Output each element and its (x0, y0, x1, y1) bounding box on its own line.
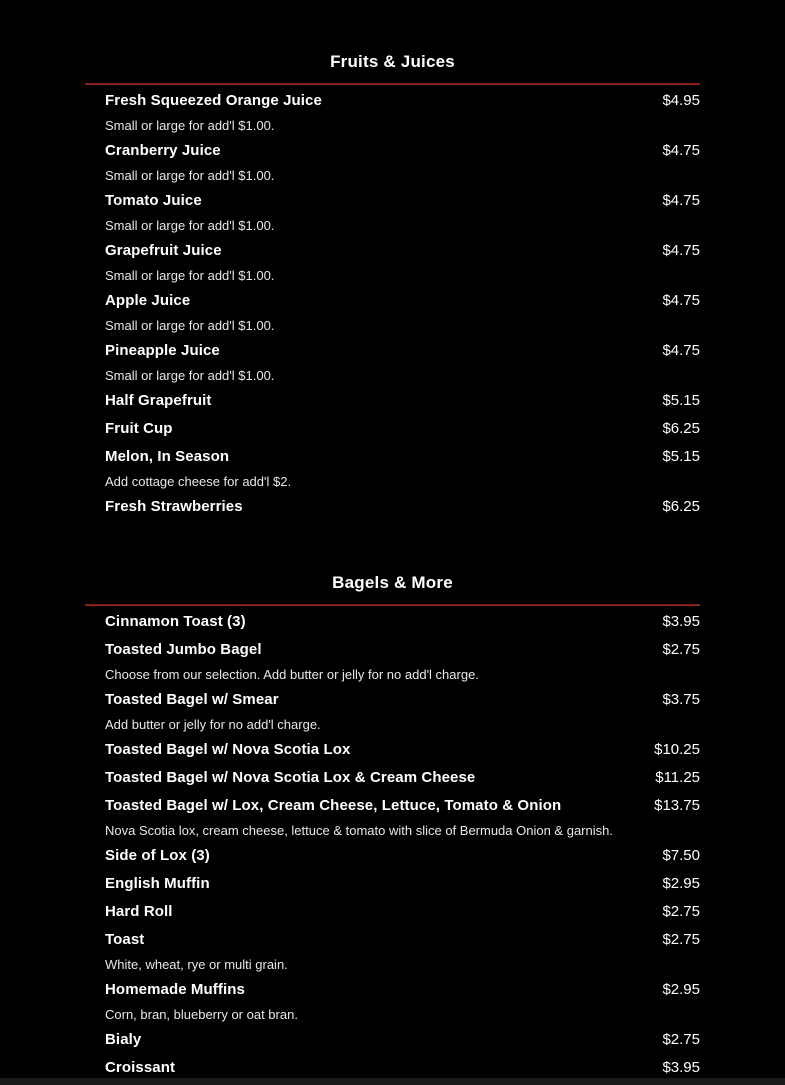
item-price: $4.75 (662, 242, 700, 259)
menu-item-row (85, 686, 700, 714)
item-name: Grapefruit Juice (105, 242, 222, 259)
menu-item (85, 493, 700, 521)
menu-item (85, 736, 700, 764)
item-price: $7.50 (662, 847, 700, 864)
item-name: Toasted Bagel w/ Nova Scotia Lox & Cream Cheese (105, 769, 476, 786)
menu-item (85, 976, 700, 1026)
section-title: Bagels & More (332, 573, 453, 592)
item-description: Add butter or jelly for no add'l charge. (105, 717, 321, 732)
section-items (85, 606, 700, 1082)
section-title: Fruits & Juices (330, 52, 455, 71)
item-name: Homemade Muffins (105, 981, 245, 998)
item-description: Nova Scotia lox, cream cheese, lettuce & tomato with slice of Bermuda Onion & garnish. (105, 823, 613, 838)
item-name: Fresh Strawberries (105, 498, 243, 515)
menu-item (85, 636, 700, 686)
menu-item-row (85, 764, 700, 792)
item-description: Small or large for add'l $1.00. (105, 168, 275, 183)
item-price: $3.95 (662, 1059, 700, 1076)
menu-section (85, 521, 700, 1082)
item-price: $2.75 (662, 1031, 700, 1048)
item-description: Small or large for add'l $1.00. (105, 218, 275, 233)
menu-item (85, 287, 700, 337)
menu-item (85, 337, 700, 387)
item-price: $5.15 (662, 448, 700, 465)
menu-item-row (85, 842, 700, 870)
menu-item-row (85, 493, 700, 521)
menu-item-row (85, 792, 700, 820)
menu (85, 0, 700, 1082)
menu-item (85, 898, 700, 926)
item-price: $2.75 (662, 931, 700, 948)
menu-item-row (85, 337, 700, 365)
menu-item-row (85, 137, 700, 165)
menu-item-row (85, 926, 700, 954)
item-price: $2.95 (662, 981, 700, 998)
menu-item-row (85, 1026, 700, 1054)
item-description: Small or large for add'l $1.00. (105, 118, 275, 133)
menu-item (85, 792, 700, 842)
menu-item (85, 764, 700, 792)
item-price: $2.75 (662, 903, 700, 920)
menu-item (85, 926, 700, 976)
item-name: Fresh Squeezed Orange Juice (105, 92, 322, 109)
menu-item-row (85, 387, 700, 415)
section-items (85, 85, 700, 521)
item-price: $3.75 (662, 691, 700, 708)
item-name: Croissant (105, 1059, 176, 1076)
menu-item (85, 415, 700, 443)
item-description: White, wheat, rye or multi grain. (105, 957, 288, 972)
item-name: Toasted Bagel w/ Nova Scotia Lox (105, 741, 351, 758)
item-price: $13.75 (654, 797, 700, 814)
menu-item (85, 1026, 700, 1054)
item-description: Small or large for add'l $1.00. (105, 268, 275, 283)
menu-item-row (85, 443, 700, 471)
menu-item-row (85, 976, 700, 1004)
item-name: English Muffin (105, 875, 210, 892)
menu-item (85, 137, 700, 187)
menu-item-row (85, 898, 700, 926)
item-name: Toasted Bagel w/ Smear (105, 691, 279, 708)
menu-item-row (85, 187, 700, 215)
menu-item-row (85, 237, 700, 265)
item-description: Corn, bran, blueberry or oat bran. (105, 1007, 298, 1022)
menu-item (85, 443, 700, 493)
menu-item (85, 387, 700, 415)
item-name: Bialy (105, 1031, 142, 1048)
bottom-edge-strip (0, 1078, 785, 1085)
item-description: Add cottage cheese for add'l $2. (105, 474, 292, 489)
menu-item-row (85, 87, 700, 115)
menu-item (85, 842, 700, 870)
menu-item-row (85, 870, 700, 898)
menu-item (85, 237, 700, 287)
item-description: Choose from our selection. Add butter or jelly for no add'l charge. (105, 667, 479, 682)
item-name: Toasted Jumbo Bagel (105, 641, 262, 658)
menu-item (85, 87, 700, 137)
item-name: Cranberry Juice (105, 142, 221, 159)
item-name: Melon, In Season (105, 448, 230, 465)
item-price: $6.25 (662, 498, 700, 515)
item-description: Small or large for add'l $1.00. (105, 318, 275, 333)
item-name: Half Grapefruit (105, 392, 212, 409)
menu-item (85, 686, 700, 736)
item-name: Cinnamon Toast (3) (105, 613, 246, 630)
menu-item (85, 608, 700, 636)
item-name: Fruit Cup (105, 420, 173, 437)
item-price: $4.95 (662, 92, 700, 109)
item-price: $11.25 (655, 769, 700, 786)
item-price: $6.25 (662, 420, 700, 437)
menu-item-row (85, 287, 700, 315)
item-description: Small or large for add'l $1.00. (105, 368, 275, 383)
item-name: Hard Roll (105, 903, 173, 920)
item-price: $10.25 (654, 741, 700, 758)
item-price: $4.75 (662, 292, 700, 309)
menu-section (85, 0, 700, 521)
menu-item-row (85, 736, 700, 764)
item-name: Toasted Bagel w/ Lox, Cream Cheese, Lettuce, Tomato & Onion (105, 797, 562, 814)
item-name: Side of Lox (3) (105, 847, 210, 864)
menu-item-row (85, 608, 700, 636)
item-price: $5.15 (662, 392, 700, 409)
item-price: $4.75 (662, 342, 700, 359)
item-price: $4.75 (662, 192, 700, 209)
item-price: $2.75 (662, 641, 700, 658)
item-name: Pineapple Juice (105, 342, 220, 359)
item-price: $3.95 (662, 613, 700, 630)
menu-item (85, 187, 700, 237)
item-name: Apple Juice (105, 292, 191, 309)
item-name: Tomato Juice (105, 192, 202, 209)
menu-item-row (85, 636, 700, 664)
item-price: $4.75 (662, 142, 700, 159)
menu-item (85, 870, 700, 898)
item-name: Toast (105, 931, 145, 948)
menu-item-row (85, 415, 700, 443)
item-price: $2.95 (662, 875, 700, 892)
